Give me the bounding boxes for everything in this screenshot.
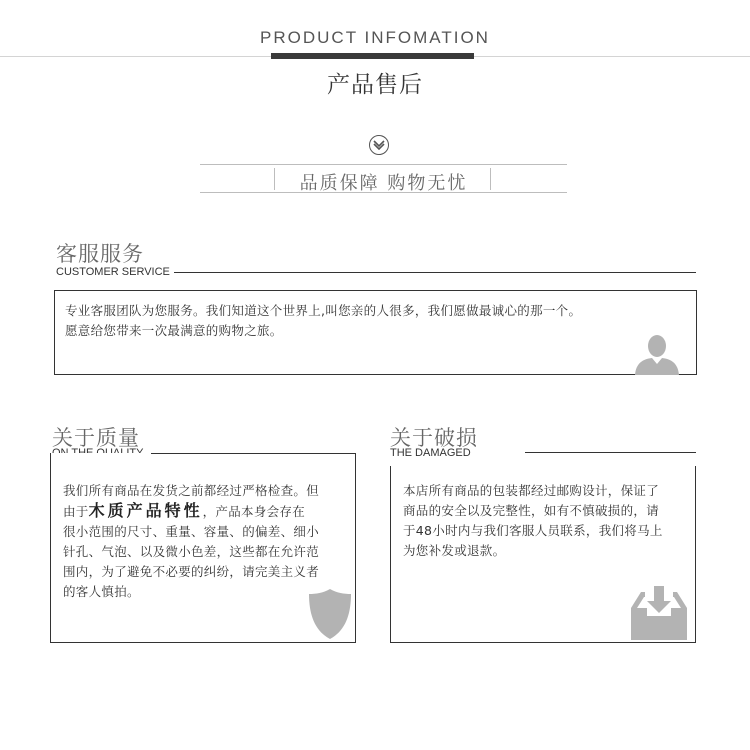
quality-text-line1: 我们所有商品在发货之前都经过严格检查。但 bbox=[63, 483, 320, 498]
quality-top-rule bbox=[151, 453, 356, 454]
damaged-box bbox=[390, 466, 696, 643]
quality-text-line2: 由于木质产品特性，产品本身会存在 bbox=[63, 501, 306, 520]
chevron-down-icon bbox=[369, 135, 389, 155]
download-tray-icon bbox=[629, 584, 689, 640]
damaged-title-cn: 关于破损 bbox=[390, 426, 478, 450]
customer-service-title-en: CUSTOMER SERVICE bbox=[56, 266, 170, 278]
customer-service-text-line1: 专业客服团队为您服务。我们知道这个世界上,叫您亲的人很多，我们愿做最诚心的那一个。 bbox=[65, 303, 582, 318]
banner-top-rule bbox=[200, 164, 567, 165]
damaged-text-line2: 商品的安全以及完整性，如有不慎破损的，请 bbox=[403, 503, 660, 518]
person-silhouette-icon bbox=[633, 333, 681, 375]
customer-service-title-cn: 客服服务 bbox=[56, 242, 144, 266]
quality-text-line6: 的客人慎拍。 bbox=[63, 584, 140, 599]
damaged-title-en: THE DAMAGED bbox=[390, 447, 471, 459]
damaged-text-line1: 本店所有商品的包装都经过邮购设计，保证了 bbox=[403, 483, 660, 498]
banner-slogan: 品质保障 购物无忧 bbox=[299, 173, 468, 194]
quality-text-line4: 针孔、气泡、以及微小色差，这些都在允许范 bbox=[63, 544, 320, 559]
customer-service-box bbox=[54, 290, 697, 375]
quality-text-line3: 很小范围的尺寸、重量、容量、的偏差、细小 bbox=[63, 524, 320, 539]
damaged-top-rule bbox=[525, 452, 696, 453]
page-title-cn: 产品售后 bbox=[327, 72, 423, 98]
quality-title-cn: 关于质量 bbox=[52, 426, 140, 450]
title-underline-bar bbox=[271, 53, 474, 59]
customer-service-rule bbox=[174, 272, 696, 273]
page-title-en: PRODUCT INFOMATION bbox=[260, 28, 490, 47]
wood-feature-highlight: 木质产品特性 bbox=[88, 501, 203, 520]
customer-service-text-line2: 愿意给您带来一次最满意的购物之旅。 bbox=[65, 323, 283, 338]
damaged-text-line4: 为您补发或退款。 bbox=[403, 543, 506, 558]
quality-box bbox=[50, 453, 356, 643]
quality-text-line5: 围内，为了避免不必要的纠纷，请完美主义者 bbox=[63, 564, 320, 579]
damaged-text-line3: 于48小时内与我们客服人员联系，我们将马上 bbox=[403, 523, 663, 538]
shield-icon bbox=[307, 587, 353, 641]
